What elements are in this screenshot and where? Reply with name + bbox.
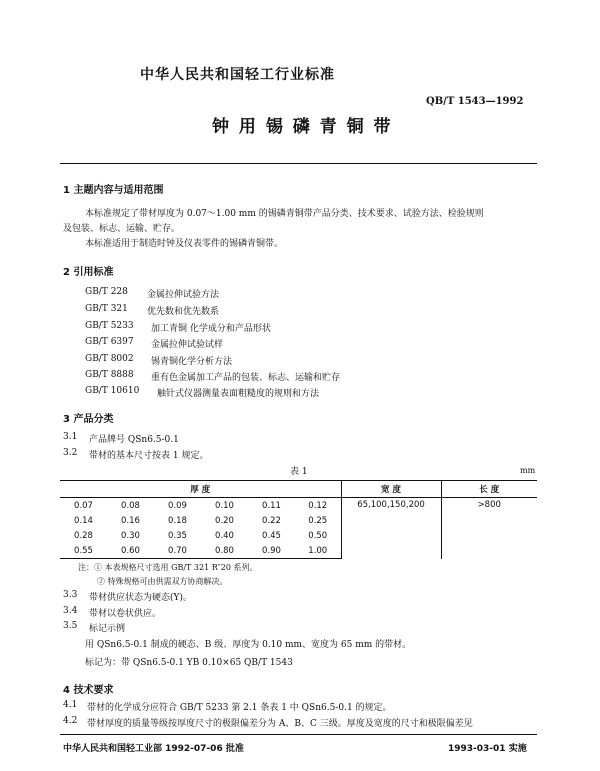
reference-code: GB/T 10610 [85, 386, 140, 396]
table-cell: 0.12 [295, 498, 341, 514]
table-cell: 1.00 [295, 543, 341, 559]
reference-name: 加工青铜 化学成分和产品形状 [151, 324, 271, 334]
reference-item [85, 287, 220, 300]
reference-item [85, 386, 320, 399]
clause-text: 带材的基本尺寸按表 1 规定。 [89, 451, 209, 461]
reference-name: 重有色金属加工产品的包装、标志、运输和贮存 [151, 373, 341, 383]
reference-name: 金属拉伸试验试样 [151, 340, 224, 350]
clause-text: 带材以卷状供应。 [89, 609, 162, 619]
section-1-paragraph-1b: 及包装、标志、运输、贮存。 [63, 224, 181, 234]
reference-name: 触针式仪器测量表面粗糙度的规则和方法 [157, 389, 320, 399]
clause-number: 4.1 [63, 700, 78, 710]
clause-text: 带材厚度的质量等级按厚度尺寸的极限偏差分为 A、B、C 三级。厚度及宽度的尺寸和极限偏差见 [87, 719, 473, 729]
clause-text: 带材的化学成分应符合 GB/T 5233 第 2.1 条表 1 中 QSn6.5-0.1 的规定。 [87, 703, 392, 713]
table-cell: 0.09 [154, 498, 201, 514]
table-cell: 0.10 [201, 498, 248, 514]
table-cell: 0.20 [215, 515, 234, 526]
reference-code: GB/T 5233 [85, 321, 134, 331]
table-row [60, 498, 537, 514]
table-cell: 0.16 [121, 515, 140, 526]
clause-3-1 [63, 432, 179, 445]
clause-3-3 [63, 590, 192, 603]
reference-item [85, 354, 233, 367]
table-cell: 0.18 [168, 515, 187, 526]
clause-number: 4.2 [63, 716, 78, 726]
reference-code: GB/T 321 [85, 304, 128, 314]
reference-code: GB/T 228 [85, 287, 128, 297]
table-note-2: ② 特殊规格可由供需双方协商解决。 [97, 577, 228, 586]
header-rule [60, 163, 537, 164]
clause-3-2 [63, 448, 209, 461]
reference-item [85, 304, 220, 317]
standard-code: QB/T 1543—1992 [426, 96, 524, 107]
section-4-heading: 4 技术要求 [63, 685, 114, 696]
table-cell: 0.28 [74, 530, 93, 541]
table-cell: 0.70 [154, 543, 201, 559]
section-1-paragraph-2: 本标准适用于制造时钟及仪表零件的锡磷青铜带。 [85, 239, 284, 249]
length-value: >800 [441, 498, 537, 559]
clause-number: 3.2 [63, 448, 78, 458]
reference-name: 金属拉伸试验方法 [147, 290, 220, 300]
table-cell: 0.50 [308, 530, 328, 541]
table-cell: 0.45 [262, 530, 281, 541]
table-title: 表 1 [290, 467, 308, 477]
table-note-1: 注：① 本表规格尺寸选用 GB/T 321 R″20 系列。 [78, 563, 258, 572]
table-cell: 0.40 [215, 530, 234, 541]
dimension-table [60, 480, 537, 559]
document-title: 钟 用 锡 磷 青 铜 带 [212, 117, 393, 137]
clause-4-2 [63, 716, 473, 729]
reference-item [85, 337, 224, 350]
clause-text: 标记示例 [89, 624, 126, 634]
table-unit: mm [520, 466, 536, 475]
clause-3-4 [63, 606, 162, 619]
section-1-paragraph-1a: 本标准规定了带材厚度为 0.07～1.00 mm 的锡磷青铜带产品分类、技术要求、试验方法、检验规则 [85, 209, 484, 219]
table-cell: 0.35 [168, 530, 187, 541]
reference-code: GB/T 8888 [85, 370, 134, 380]
table-header-row [60, 481, 537, 498]
table-cell: 0.25 [308, 515, 328, 526]
table-cell: 0.60 [107, 543, 154, 559]
table-cell: 0.90 [248, 543, 295, 559]
reference-item [85, 321, 271, 334]
header-length: 长 度 [441, 481, 537, 498]
table-cell: 0.55 [60, 543, 107, 559]
reference-name: 优先数和优先数系 [147, 307, 220, 317]
publisher-title: 中华人民共和国轻工行业标准 [140, 67, 335, 83]
marking-example-1: 用 QSn6.5-0.1 制成的硬态、B 级、厚度为 0.10 mm、宽度为 65 mm 的带材。 [85, 640, 412, 650]
clause-number: 3.5 [63, 621, 78, 631]
footer-rule [60, 734, 537, 735]
clause-3-5 [63, 621, 126, 634]
approval-line: 中华人民共和国轻工业部 1992-07-06 批准 [63, 744, 244, 754]
section-3-heading: 3 产品分类 [63, 414, 114, 425]
clause-number: 3.1 [63, 432, 78, 442]
clause-number: 3.3 [63, 590, 78, 600]
table-cell: 0.07 [60, 498, 107, 514]
clause-number: 3.4 [63, 606, 78, 616]
clause-4-1 [63, 700, 392, 713]
header-width: 宽 度 [341, 481, 441, 498]
header-thickness: 厚 度 [60, 481, 341, 498]
reference-code: GB/T 6397 [85, 337, 134, 347]
marking-example-2: 标记为：带 QSn6.5-0.1 YB 0.10×65 QB/T 1543 [85, 658, 293, 668]
effective-date: 1993-03-01 实施 [448, 744, 527, 754]
table-cell: 0.11 [248, 498, 295, 514]
table-cell: 0.80 [201, 543, 248, 559]
section-2-heading: 2 引用标准 [63, 267, 114, 278]
section-1-heading: 1 主题内容与适用范围 [63, 185, 164, 196]
reference-item [85, 370, 341, 383]
clause-text: 产品牌号 QSn6.5-0.1 [89, 435, 179, 445]
table-cell: 0.08 [107, 498, 154, 514]
table-cell: 0.22 [262, 515, 281, 526]
reference-code: GB/T 8002 [85, 354, 134, 364]
table-cell: 0.14 [74, 515, 93, 526]
width-value: 65,100,150,200 [341, 498, 441, 559]
table-cell: 0.30 [121, 530, 140, 541]
reference-name: 锡青铜化学分析方法 [151, 357, 233, 367]
clause-text: 带材供应状态为硬态(Y)。 [89, 593, 192, 603]
